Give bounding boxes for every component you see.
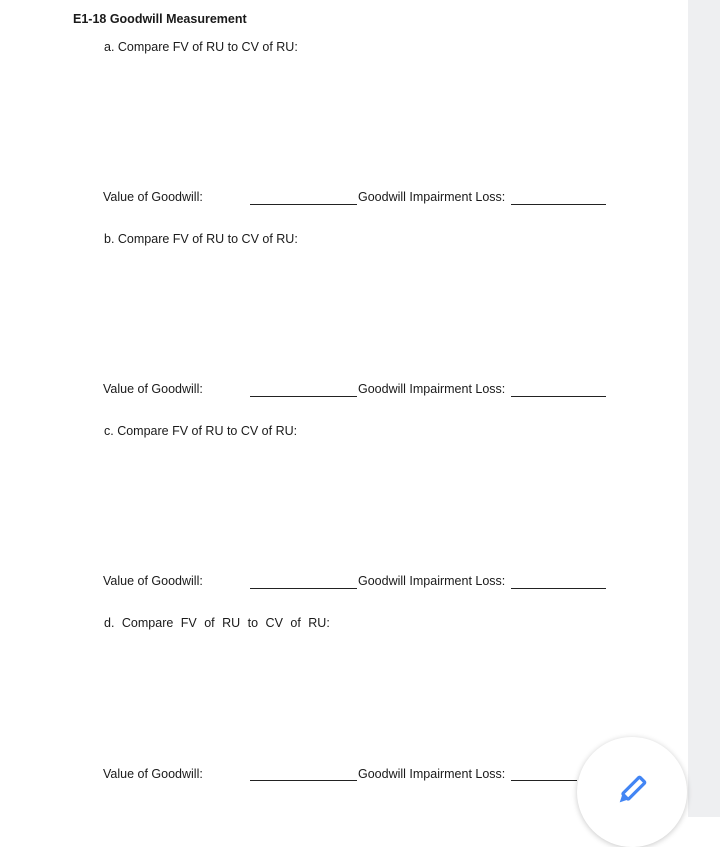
question-b: b. Compare FV of RU to CV of RU: <box>104 232 298 246</box>
impairment-loss-blank-c <box>511 588 606 589</box>
value-of-goodwill-blank-a <box>250 204 357 205</box>
pencil-icon <box>611 771 651 811</box>
question-d: d. Compare FV of RU to CV of RU: <box>104 616 330 630</box>
question-a: a. Compare FV of RU to CV of RU: <box>104 40 298 54</box>
exercise-title: E1-18 Goodwill Measurement <box>73 12 247 26</box>
value-of-goodwill-label-d: Value of Goodwill: <box>103 767 203 781</box>
question-c: c. Compare FV of RU to CV of RU: <box>104 424 298 438</box>
impairment-loss-label-a: Goodwill Impairment Loss: <box>358 190 506 204</box>
value-of-goodwill-label-a: Value of Goodwill: <box>103 190 203 204</box>
impairment-loss-label-c: Goodwill Impairment Loss: <box>358 574 506 588</box>
value-of-goodwill-blank-b <box>250 396 357 397</box>
impairment-loss-blank-b <box>511 396 606 397</box>
viewer-side-gutter <box>688 0 720 817</box>
edit-fab-button[interactable] <box>577 737 687 847</box>
value-of-goodwill-blank-d <box>250 780 357 781</box>
value-of-goodwill-label-c: Value of Goodwill: <box>103 574 203 588</box>
value-of-goodwill-label-b: Value of Goodwill: <box>103 382 203 396</box>
value-of-goodwill-blank-c <box>250 588 357 589</box>
impairment-loss-blank-d <box>511 780 577 781</box>
impairment-loss-label-d: Goodwill Impairment Loss: <box>358 767 506 781</box>
impairment-loss-label-b: Goodwill Impairment Loss: <box>358 382 506 396</box>
impairment-loss-blank-a <box>511 204 606 205</box>
